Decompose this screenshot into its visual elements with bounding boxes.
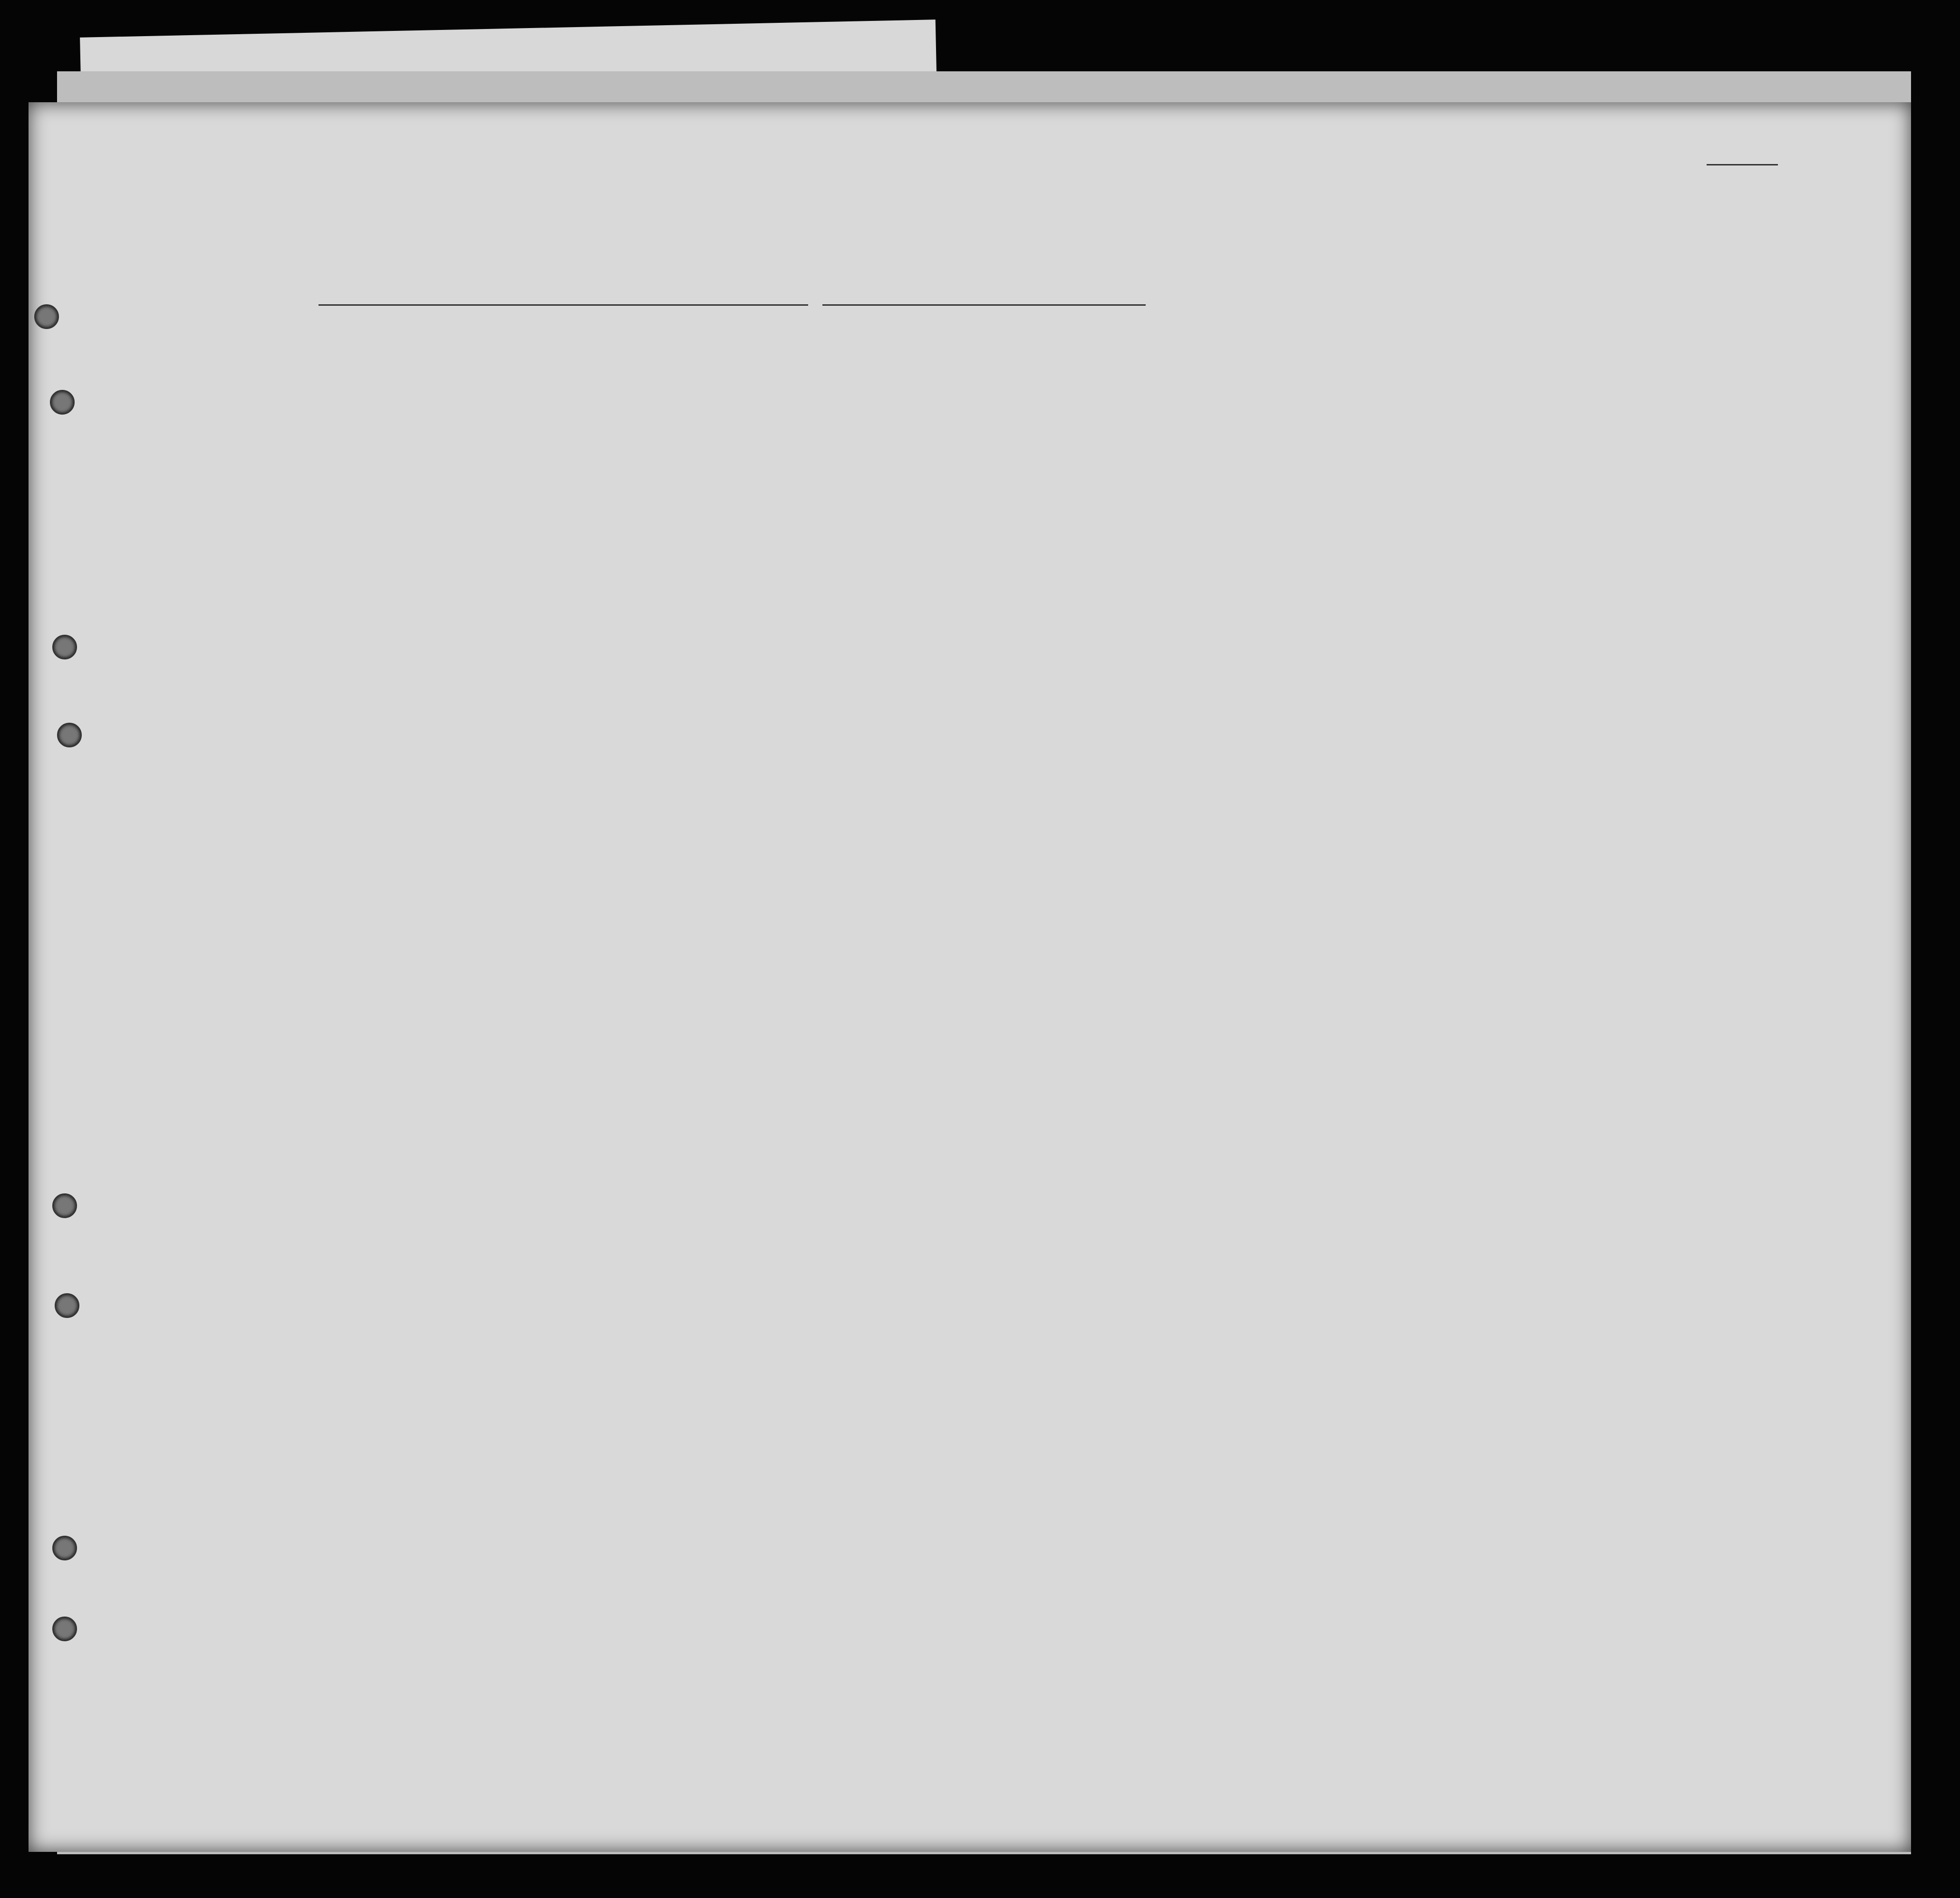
punch-hole bbox=[34, 304, 59, 329]
list-underline bbox=[1707, 164, 1778, 165]
punch-hole bbox=[55, 1293, 79, 1318]
service-name bbox=[190, 67, 266, 68]
department-name bbox=[190, 67, 266, 68]
punch-hole bbox=[50, 390, 75, 415]
header-prison bbox=[1238, 361, 1268, 499]
date-underline bbox=[822, 304, 1146, 306]
punch-hole bbox=[57, 723, 82, 747]
header-overthrow bbox=[1326, 361, 1371, 499]
header-purpose-citizen bbox=[1198, 371, 1226, 494]
form-number-block bbox=[190, 67, 266, 68]
header-deported bbox=[1424, 361, 1448, 499]
header-purpose-return bbox=[1093, 371, 1131, 494]
punch-hole bbox=[52, 1536, 77, 1560]
punch-hole bbox=[52, 635, 77, 659]
punch-hole bbox=[52, 1193, 77, 1218]
header-offer bbox=[1376, 361, 1417, 499]
punch-hole bbox=[52, 1617, 77, 1641]
port-underline bbox=[319, 304, 808, 306]
header-purpose-length bbox=[1141, 371, 1169, 494]
form-number bbox=[190, 67, 266, 68]
manifest-sheet bbox=[29, 102, 1911, 1852]
